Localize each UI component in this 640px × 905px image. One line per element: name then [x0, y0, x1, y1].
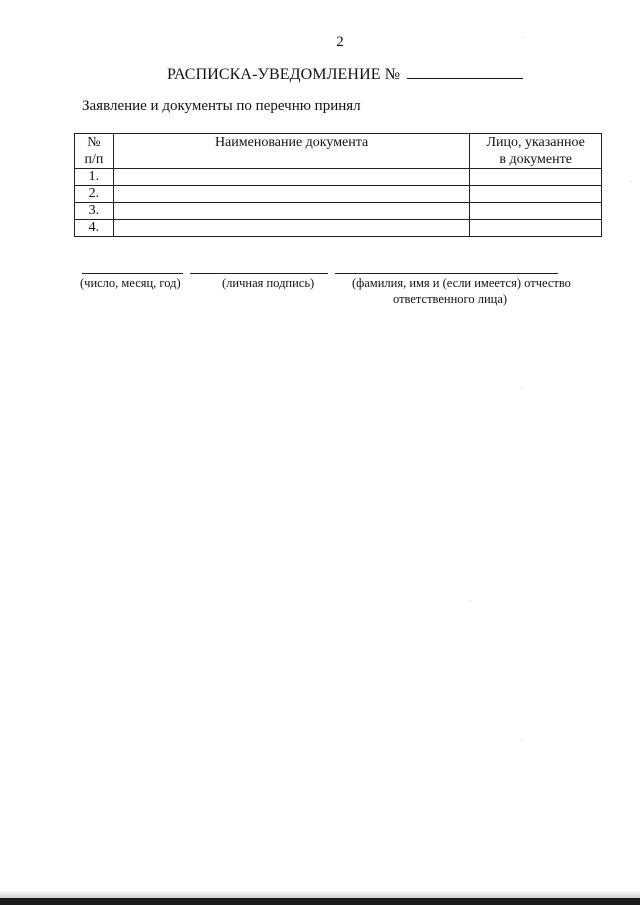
full-name-line	[335, 273, 558, 274]
document-title-text: РАСПИСКА-УВЕДОМЛЕНИЕ №	[167, 66, 401, 83]
date-label: (число, месяц, год)	[80, 276, 181, 290]
intro-text: Заявление и документы по перечню принял	[82, 98, 361, 114]
table-row	[75, 220, 602, 237]
row-document-name[interactable]	[113, 220, 470, 237]
header-number-line2: п/п	[84, 152, 104, 167]
header-number-line1: №	[87, 135, 101, 150]
row-number: 3.	[75, 203, 114, 220]
header-person-line2: в документе	[499, 152, 572, 167]
row-document-name[interactable]	[113, 169, 470, 186]
date-line	[82, 273, 183, 274]
signature-label: (личная подпись)	[222, 276, 315, 290]
header-document-name: Наименование документа	[113, 134, 470, 169]
scan-bottom-edge	[0, 898, 640, 905]
table-row	[75, 203, 602, 220]
documents-table	[74, 133, 602, 237]
scan-speck: ·	[521, 737, 524, 745]
row-document-name[interactable]	[113, 203, 470, 220]
scan-speck: ·	[630, 178, 633, 186]
row-person[interactable]	[470, 220, 602, 237]
row-number: 1.	[75, 169, 114, 186]
scan-speck: ·	[522, 34, 525, 42]
table-row	[75, 169, 602, 186]
row-person[interactable]	[470, 186, 602, 203]
row-number: 4.	[75, 220, 114, 237]
full-name-label-line2: ответственного лица)	[393, 292, 508, 306]
table-row	[75, 186, 602, 203]
row-number: 2.	[75, 186, 114, 203]
signature-line	[190, 273, 328, 274]
table-header-row	[75, 134, 602, 169]
row-person[interactable]	[470, 203, 602, 220]
header-person	[470, 134, 602, 169]
document-title	[167, 64, 523, 84]
receipt-number-blank	[407, 64, 523, 79]
scan-speck: ·	[469, 597, 472, 605]
scan-speck: ·	[521, 384, 524, 392]
header-number	[75, 134, 114, 169]
row-person[interactable]	[470, 169, 602, 186]
scan-bottom-shadow	[0, 890, 640, 898]
page-number: 2	[336, 34, 344, 50]
header-person-line1: Лицо, указанное	[486, 135, 585, 150]
full-name-label-line1: (фамилия, имя и (если имеется) отчество	[352, 276, 571, 290]
row-document-name[interactable]	[113, 186, 470, 203]
